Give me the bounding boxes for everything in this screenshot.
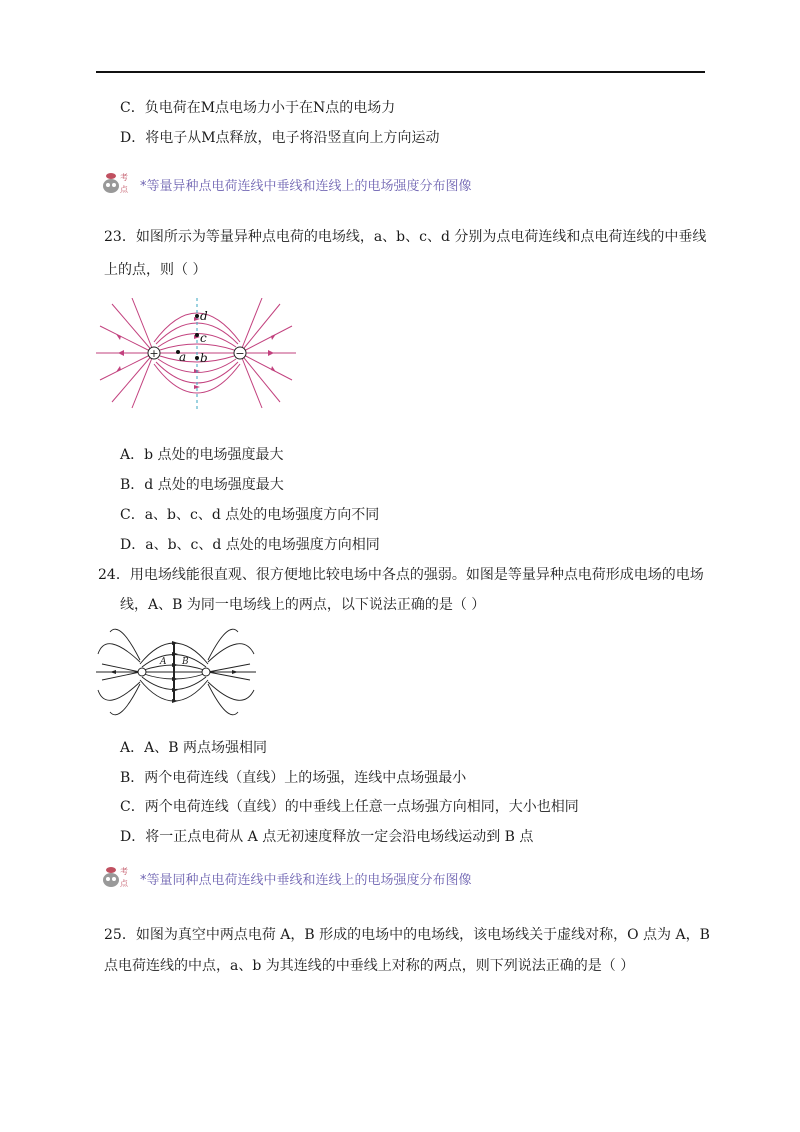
q23-point-d: d	[200, 309, 208, 323]
topic-tag-text: *等量同种点电荷连线中垂线和连线上的电场强度分布图像	[140, 873, 472, 888]
q24-field-line-figure	[96, 624, 256, 720]
q22-option-d: D．将电子从M点释放，电子将沿竖直向上方向运动	[120, 130, 440, 146]
q23-point-b: b	[200, 351, 208, 365]
svg-text:考: 考	[120, 867, 128, 876]
topic-badge-icon	[100, 168, 134, 198]
q24-option-c: C．两个电荷连线（直线）的中垂线上任意一点场强方向相同，大小也相同	[120, 799, 579, 815]
q23-option-c: C．a、b、c、d 点处的电场强度方向不同	[120, 507, 380, 523]
q24-stem-line2: 线，A、B 为同一电场线上的两点，以下说法正确的是（ ）	[120, 597, 486, 613]
q23-option-b: B．d 点处的电场强度最大	[120, 477, 284, 493]
q24-option-a: A．A、B 两点场强相同	[120, 740, 267, 756]
q24-option-b: B．两个电荷连线（直线）上的场强，连线中点场强最小	[120, 770, 467, 786]
q24-point-A: A	[160, 657, 167, 667]
topic-badge-icon	[100, 862, 134, 892]
q25-stem-line1: 25．如图为真空中两点电荷 A，B 形成的电场中的电场线，该电场线关于虚线对称，O 点为 A，B	[104, 927, 710, 943]
q25-stem-line2: 点电荷连线的中点，a、b 为其连线的中垂线上对称的两点，则下列说法正确的是（ ）	[104, 958, 635, 974]
svg-text:考: 考	[120, 173, 128, 182]
q23-minus-label: −	[235, 347, 245, 360]
header-rule	[96, 71, 705, 73]
q23-option-d: D．a、b、c、d 点处的电场强度方向相同	[120, 537, 380, 553]
q22-option-c: C．负电荷在M点电场力小于在N点的电场力	[120, 100, 396, 116]
q23-plus-label: +	[149, 347, 159, 360]
svg-text:点: 点	[120, 185, 128, 194]
q24-stem-line1: 24．用电场线能很直观、很方便地比较电场中各点的强弱。如图是等量异种点电荷形成电场的电场	[98, 567, 704, 583]
q23-stem-line2: 上的点，则（ ）	[104, 262, 207, 278]
q23-point-c: c	[200, 331, 207, 345]
q24-point-B: B	[182, 657, 189, 667]
q23-stem-line1: 23．如图所示为等量异种点电荷的电场线，a、b、c、d 分别为点电荷连线和点电荷连线的中垂线	[104, 229, 707, 245]
svg-text:点: 点	[120, 879, 128, 888]
q23-point-a: a	[179, 350, 187, 364]
q23-field-line-figure	[96, 298, 296, 410]
q23-option-a: A．b 点处的电场强度最大	[120, 447, 284, 463]
q24-option-d: D．将一正点电荷从 A 点无初速度释放一定会沿电场线运动到 B 点	[120, 829, 534, 845]
topic-tag-text: *等量异种点电荷连线中垂线和连线上的电场强度分布图像	[140, 179, 472, 194]
